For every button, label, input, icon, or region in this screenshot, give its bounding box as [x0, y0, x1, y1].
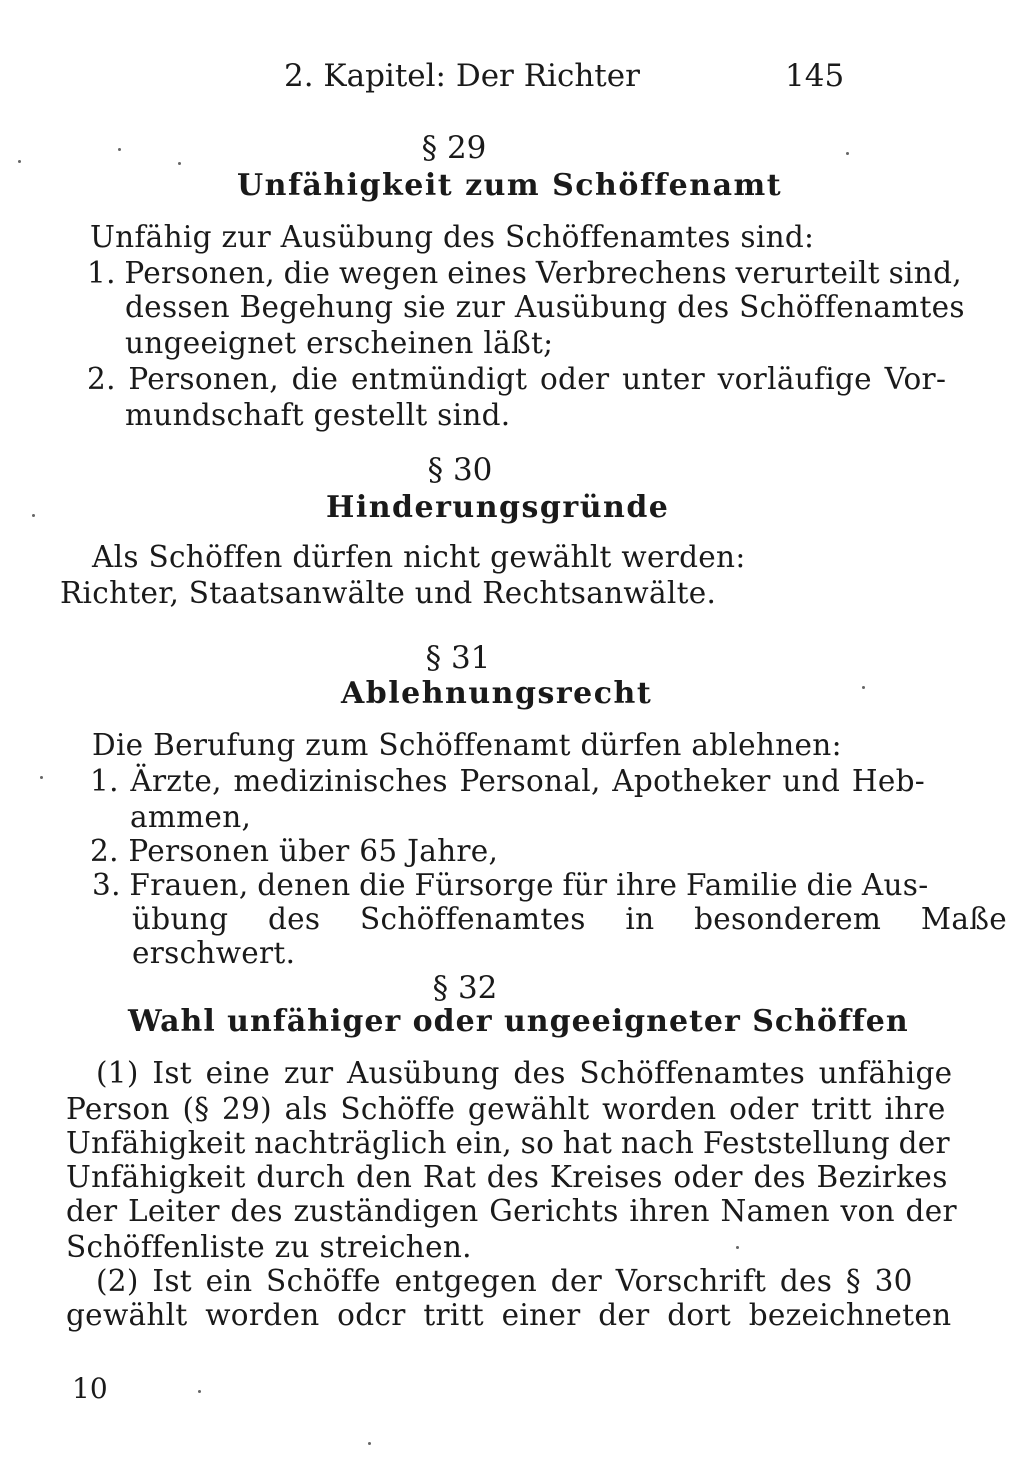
scan-speck	[18, 160, 21, 163]
section-32-title: Wahl unfähiger oder ungeeigneter Schöffen	[128, 1004, 909, 1039]
section-29-line: dessen Begehung sie zur Ausübung des Schöffenamtes	[125, 290, 965, 324]
scan-speck	[736, 1246, 739, 1249]
section-30-title: Hinderungsgründe	[326, 490, 670, 525]
section-31-line: 2. Personen über 65 Jahre,	[90, 834, 499, 868]
section-32-line: Unfähigkeit durch den Rat des Kreises oder des Bezirkes	[66, 1160, 948, 1194]
section-30-line: Als Schöffen dürfen nicht gewählt werden:	[92, 540, 746, 574]
section-32-number: § 32	[432, 970, 498, 1006]
section-31-line: erschwert.	[132, 936, 296, 970]
scan-speck	[862, 686, 865, 689]
running-title: 2. Kapitel: Der Richter	[284, 58, 640, 94]
section-31-title: Ablehnungsrecht	[341, 676, 653, 711]
scan-speck	[846, 152, 849, 155]
section-32-line: Unfähigkeit nachträglich ein, so hat nach Feststellung der	[66, 1126, 950, 1160]
section-31-number: § 31	[425, 640, 491, 676]
scan-speck	[368, 1442, 371, 1445]
section-29-line: 1. Personen, die wegen eines Verbrechens verurteilt sind,	[87, 256, 962, 290]
section-29-title: Unfähigkeit zum Schöffenamt	[237, 168, 783, 203]
section-29-line: 2. Personen, die entmündigt oder unter vorläufige Vor-	[87, 362, 947, 396]
section-32-line: Schöffenliste zu streichen.	[66, 1230, 472, 1264]
scan-speck	[178, 162, 181, 165]
section-31-line: übung des Schöffenamtes in besonderem Maße	[132, 902, 1008, 936]
section-29-number: § 29	[421, 130, 487, 166]
section-31-line: ammen,	[130, 800, 252, 834]
scan-speck	[118, 148, 121, 151]
section-32-line: (1) Ist eine zur Ausübung des Schöffenamtes unfähige	[96, 1056, 953, 1090]
section-32-line: (2) Ist ein Schöffe entgegen der Vorschrift des § 30	[96, 1264, 913, 1298]
section-32-line: Person (§ 29) als Schöffe gewählt worden oder tritt ihre	[66, 1092, 946, 1126]
section-32-line: der Leiter des zuständigen Gerichts ihren Namen von der	[66, 1194, 957, 1228]
scan-speck	[32, 514, 35, 517]
signature-mark: 10	[72, 1372, 108, 1405]
page-number: 145	[785, 58, 845, 94]
section-29-line: Unfähig zur Ausübung des Schöffenamtes sind:	[90, 220, 815, 254]
section-31-line: 3. Frauen, denen die Fürsorge für ihre Familie die Aus-	[92, 868, 929, 902]
section-31-line: Die Berufung zum Schöffenamt dürfen ablehnen:	[92, 728, 842, 762]
section-30-number: § 30	[427, 452, 493, 488]
section-29-line: ungeeignet erscheinen läßt;	[125, 326, 554, 360]
section-32-line: gewählt worden odcr tritt einer der dort bezeichneten	[66, 1298, 952, 1332]
scan-speck	[198, 1390, 201, 1393]
section-31-line: 1. Ärzte, medizinisches Personal, Apotheker und Heb-	[90, 764, 926, 798]
section-30-line: Richter, Staatsanwälte und Rechtsanwälte.	[60, 576, 717, 610]
section-29-line: mundschaft gestellt sind.	[125, 398, 511, 432]
scan-speck	[40, 776, 43, 779]
